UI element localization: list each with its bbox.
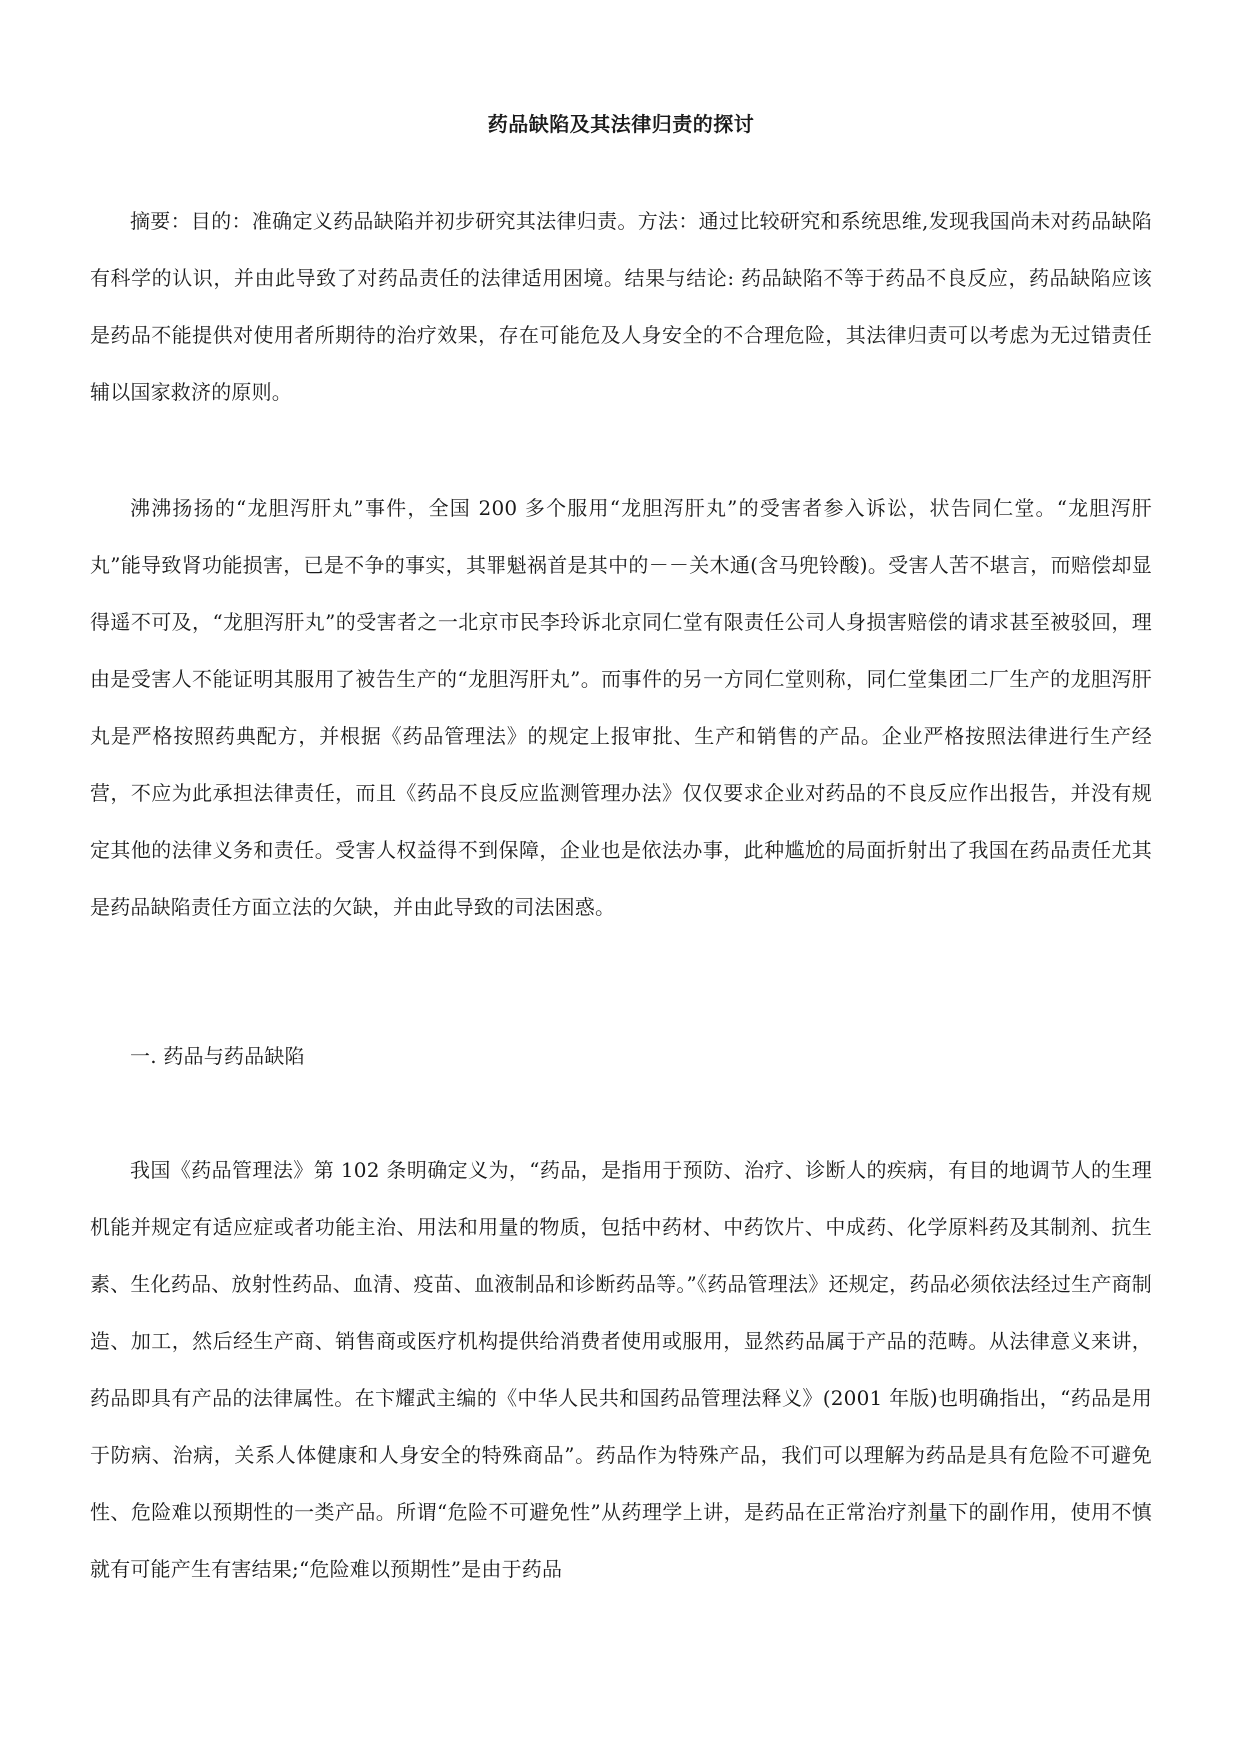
document-title: 药品缺陷及其法律归责的探讨	[487, 112, 755, 136]
definition-paragraph: 我国《药品管理法》第 102 条明确定义为，“药品，是指用于预防、治疗、诊断人的疾病，有目的地调节人的生理机能并规定有适应症或者功能主治、用法和用量的物质，包括中药材、中药饮片、中成药、化学原料药及其制剂、抗生素、生化药品、放射性药品、血清、疫苗、血液制品和诊断药品等。”《药品管理法》还规定，药品必须依法经过生产商制造、加工，然后经生产商、销售商或医疗机构提供给消费者使用或服用，显然药品属于产品的范畴。从法律意义来讲，药品即具有产品的法律属性。在卞耀武主编的《中华人民共和国药品管理法释义》(2001 年版)也明确指出，“药品是用于防病、治病，关系人体健康和人身安全的特殊商品”。药品作为特殊产品，我们可以理解为药品是具有危险不可避免性、危险难以预期性的一类产品。所谓“危险不可避免性”从药理学上讲，是药品在正常治疗剂量下的副作用，使用不慎就有可能产生有害结果;“危险难以预期性”是由于药品	[90, 1158, 1152, 1581]
intro-paragraph: 沸沸扬扬的“龙胆泻肝丸”事件，全国 200 多个服用“龙胆泻肝丸”的受害者参入诉讼，状告同仁堂。“龙胆泻肝丸”能导致肾功能损害，已是不争的事实，其罪魁祸首是其中的－－关木通(含马兜铃酸)。受害人苦不堪言，而赔偿却显得遥不可及，“龙胆泻肝丸”的受害者之一北京市民李玲诉北京同仁堂有限责任公司人身损害赔偿的请求甚至被驳回，理由是受害人不能证明其服用了被告生产的“龙胆泻肝丸”。而事件的另一方同仁堂则称，同仁堂集团二厂生产的龙胆泻肝丸是严格按照药典配方，并根据《药品管理法》的规定上报审批、生产和销售的产品。企业严格按照法律进行生产经营，不应为此承担法律责任，而且《药品不良反应监测管理办法》仅仅要求企业对药品的不良反应作出报告，并没有规定其他的法律义务和责任。受害人权益得不到保障，企业也是依法办事，此种尴尬的局面折射出了我国在药品责任尤其是药品缺陷责任方面立法的欠缺，并由此导致的司法困惑。	[90, 496, 1152, 919]
document-page	[90, 0, 1152, 1754]
abstract-paragraph: 摘要：目的：准确定义药品缺陷并初步研究其法律归责。方法：通过比较研究和系统思维,发现我国尚未对药品缺陷有科学的认识，并由此导致了对药品责任的法律适用困境。结果与结论: 药品缺陷不等于药品不良反应，药品缺陷应该是药品不能提供对使用者所期待的治疗效果，存在可能危及人身安全的不合理危险，其法律归责可以考虑为无过错责任辅以国家救济的原则。	[90, 209, 1152, 404]
section-heading: 一. 药品与药品缺陷	[130, 1044, 305, 1068]
